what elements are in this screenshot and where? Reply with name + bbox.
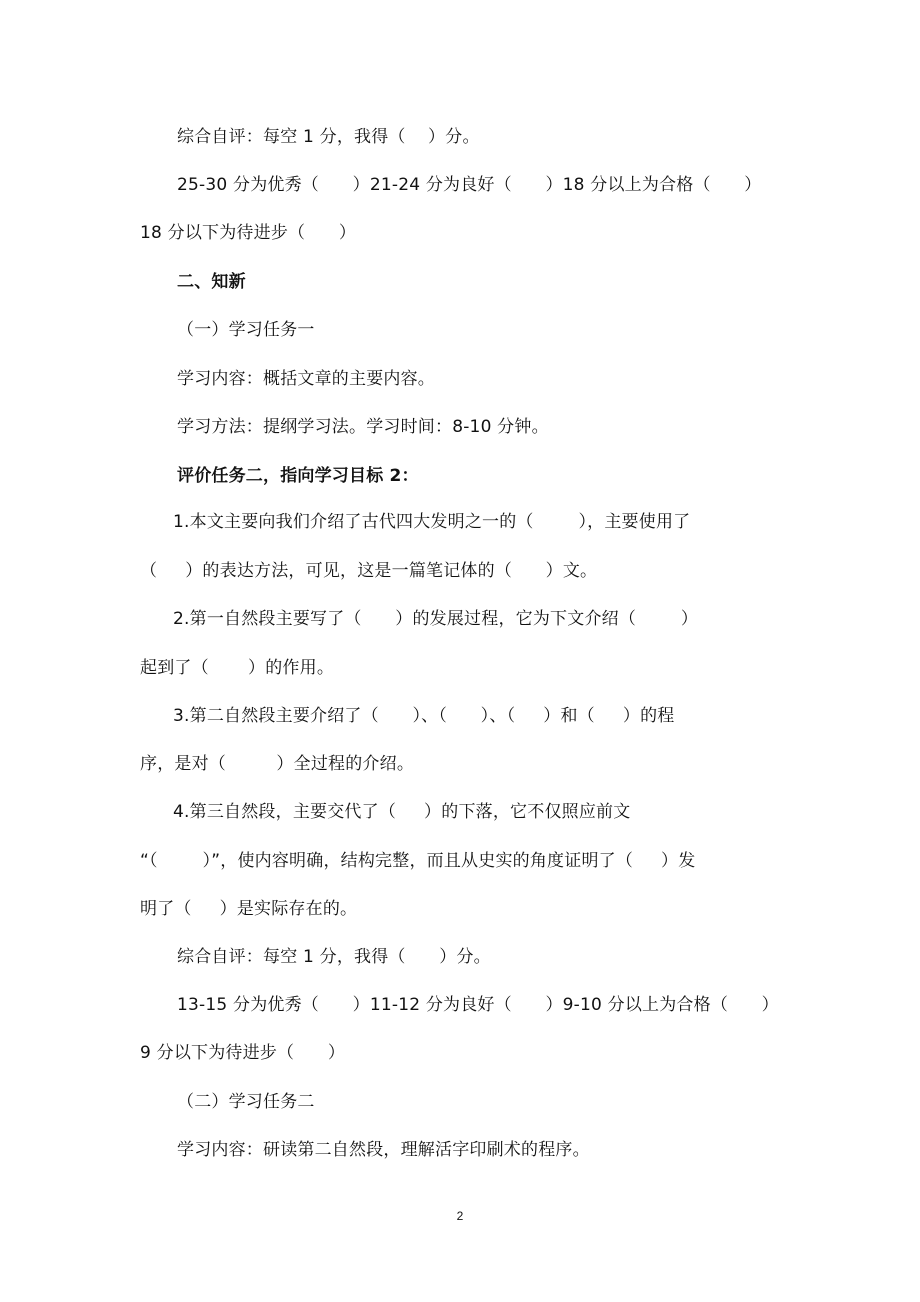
learning-content-2: 学习内容：研读第二自然段，理解活字印刷术的程序。 xyxy=(177,1140,590,1160)
question-1-line-2: （ ）的表达方法，可见，这是一篇笔记体的（ ）文。 xyxy=(140,561,598,581)
self-evaluation-score-1: 综合自评：每空 1 分，我得（ ）分。 xyxy=(177,127,480,147)
learning-content-1: 学习内容：概括文章的主要内容。 xyxy=(177,369,435,389)
section-heading: 二、知新 xyxy=(177,272,246,292)
question-4-line-1: 4.第三自然段，主要交代了（ ）的下落，它不仅照应前文 xyxy=(173,802,631,822)
question-3-line-2: 序，是对（ ）全过程的介绍。 xyxy=(140,754,415,774)
question-2-line-1: 2.第一自然段主要写了（ ）的发展过程，它为下文介绍（ ） xyxy=(173,609,699,629)
question-2-line-2: 起到了（ ）的作用。 xyxy=(140,658,335,678)
question-4-line-3: 明了（ ）是实际存在的。 xyxy=(140,899,358,919)
learning-method-1: 学习方法：提纲学习法。学习时间：8-10 分钟。 xyxy=(177,417,549,437)
evaluation-task-heading: 评价任务二，指向学习目标 2： xyxy=(177,466,419,486)
grading-scale-2: 13-15 分为优秀（ ）11-12 分为良好（ ）9-10 分以上为合格（ ） xyxy=(177,995,779,1015)
question-4-line-2: “（ ）”，使内容明确，结构完整，而且从史实的角度证明了（ ）发 xyxy=(140,851,696,871)
grading-scale-1-continued: 18 分以下为待进步（ ） xyxy=(140,223,357,243)
self-evaluation-score-2: 综合自评：每空 1 分，我得（ ）分。 xyxy=(177,947,491,967)
question-1-line-1: 1.本文主要向我们介绍了古代四大发明之一的（ ），主要使用了 xyxy=(173,512,691,532)
grading-scale-1: 25-30 分为优秀（ ）21-24 分为良好（ ）18 分以上为合格（ ） xyxy=(177,175,762,195)
task-heading-2: （二）学习任务二 xyxy=(177,1092,315,1112)
page-number: 2 xyxy=(456,1209,464,1223)
task-heading-1: （一）学习任务一 xyxy=(177,320,315,340)
grading-scale-2-continued: 9 分以下为待进步（ ） xyxy=(140,1043,346,1063)
question-3-line-1: 3.第二自然段主要介绍了（ ）、（ ）、（ ）和（ ）的程 xyxy=(173,706,675,726)
